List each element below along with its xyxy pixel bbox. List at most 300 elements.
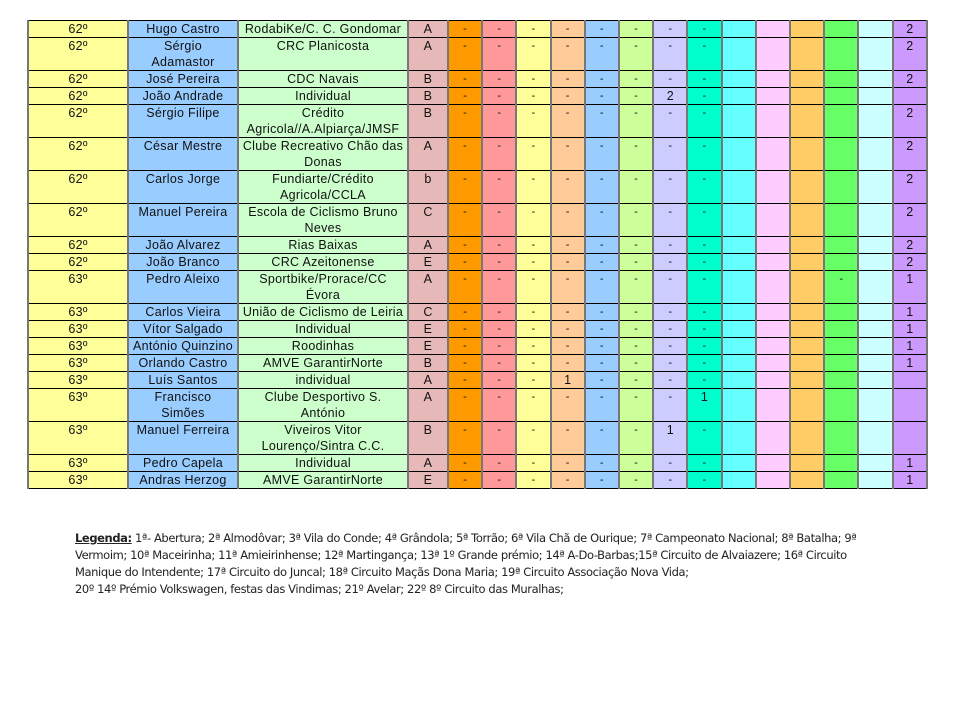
table-row — [28, 422, 927, 455]
race-cell — [858, 455, 892, 472]
race-cell — [858, 304, 892, 321]
race-cell: - — [551, 389, 585, 422]
race-cell: - — [448, 455, 482, 472]
race-cell: - — [482, 355, 516, 372]
race-cell: 2 — [653, 88, 687, 105]
race-cell: - — [687, 271, 721, 304]
category-cell: E — [408, 321, 448, 338]
team-cell: Individual — [238, 321, 408, 338]
race-cell: - — [516, 138, 550, 171]
race-cell: - — [482, 254, 516, 271]
category-cell: A — [408, 372, 448, 389]
race-cell: - — [482, 338, 516, 355]
race-cell — [824, 71, 858, 88]
race-cell — [722, 472, 756, 489]
race-cell: - — [516, 237, 550, 254]
race-cell: - — [516, 38, 550, 71]
category-cell: A — [408, 389, 448, 422]
race-cell: - — [619, 88, 653, 105]
race-cell: - — [585, 455, 619, 472]
race-cell — [790, 21, 824, 38]
race-cell: - — [619, 389, 653, 422]
race-cell — [722, 271, 756, 304]
race-cell: - — [448, 38, 482, 71]
race-cell — [858, 338, 892, 355]
race-cell: - — [687, 138, 721, 171]
race-cell: - — [516, 204, 550, 237]
team-cell: CRC Planicosta — [238, 38, 408, 71]
race-cell: - — [585, 389, 619, 422]
race-cell: - — [619, 204, 653, 237]
legend-text-2: 20º 14º Prémio Volkswagen, festas das Vindimas; 21º Avelar; 22º 8º Circuito das Muralhas; — [75, 582, 564, 596]
race-cell — [824, 389, 858, 422]
category-cell: E — [408, 254, 448, 271]
race-cell: - — [585, 88, 619, 105]
race-cell: - — [551, 455, 585, 472]
category-cell: A — [408, 271, 448, 304]
name-cell: César Mestre — [128, 138, 238, 171]
race-cell: - — [551, 105, 585, 138]
team-cell: Fundiarte/Crédito Agricola/CCLA — [238, 171, 408, 204]
race-cell — [722, 71, 756, 88]
total-cell — [893, 88, 927, 105]
rank-cell: 62º — [28, 138, 128, 171]
table-row — [28, 271, 927, 304]
race-cell — [756, 338, 790, 355]
rank-cell: 63º — [28, 372, 128, 389]
race-cell — [824, 355, 858, 372]
race-cell: - — [551, 171, 585, 204]
race-cell: - — [653, 304, 687, 321]
rank-cell: 62º — [28, 254, 128, 271]
total-cell: 2 — [893, 237, 927, 254]
race-cell: - — [551, 355, 585, 372]
race-cell — [722, 105, 756, 138]
total-cell — [893, 372, 927, 389]
race-cell — [858, 422, 892, 455]
race-cell: - — [619, 422, 653, 455]
race-cell: - — [448, 254, 482, 271]
name-cell: Orlando Castro — [128, 355, 238, 372]
race-cell: - — [585, 71, 619, 88]
race-cell: - — [653, 204, 687, 237]
race-cell: - — [653, 254, 687, 271]
name-cell: Francisco Simões — [128, 389, 238, 422]
race-cell: - — [448, 204, 482, 237]
total-cell: 1 — [893, 355, 927, 372]
race-cell — [790, 88, 824, 105]
race-cell — [858, 355, 892, 372]
total-cell: 2 — [893, 171, 927, 204]
race-cell — [824, 105, 858, 138]
race-cell — [824, 455, 858, 472]
race-cell — [756, 321, 790, 338]
name-cell: Sérgio Filipe — [128, 105, 238, 138]
race-cell: - — [551, 254, 585, 271]
rank-cell: 63º — [28, 422, 128, 455]
total-cell: 2 — [893, 71, 927, 88]
category-cell: A — [408, 138, 448, 171]
category-cell: B — [408, 88, 448, 105]
race-cell: - — [516, 372, 550, 389]
race-cell: - — [653, 389, 687, 422]
total-cell: 1 — [893, 455, 927, 472]
category-cell: A — [408, 455, 448, 472]
race-cell — [756, 389, 790, 422]
team-cell: CDC Navais — [238, 71, 408, 88]
race-cell: - — [687, 422, 721, 455]
table-row — [28, 88, 927, 105]
race-cell — [722, 338, 756, 355]
table-row — [28, 21, 927, 38]
total-cell: 2 — [893, 204, 927, 237]
race-cell — [722, 355, 756, 372]
race-cell — [722, 372, 756, 389]
rank-cell: 63º — [28, 389, 128, 422]
race-cell: - — [516, 355, 550, 372]
total-cell: 1 — [893, 321, 927, 338]
team-cell: Rias Baixas — [238, 237, 408, 254]
race-cell — [790, 355, 824, 372]
race-cell — [858, 254, 892, 271]
race-cell: - — [482, 105, 516, 138]
race-cell: - — [653, 38, 687, 71]
legend-label: Legenda: — [75, 531, 132, 545]
race-cell: - — [516, 338, 550, 355]
race-cell: - — [516, 455, 550, 472]
race-cell: - — [687, 204, 721, 237]
race-cell: - — [585, 237, 619, 254]
race-cell: - — [482, 304, 516, 321]
race-cell: - — [653, 237, 687, 254]
race-cell — [824, 472, 858, 489]
race-cell: - — [619, 472, 653, 489]
race-cell — [790, 204, 824, 237]
race-cell: - — [482, 389, 516, 422]
race-cell: - — [653, 71, 687, 88]
race-cell: - — [585, 271, 619, 304]
category-cell: B — [408, 71, 448, 88]
race-cell: - — [585, 304, 619, 321]
race-cell: - — [448, 171, 482, 204]
race-cell: - — [653, 271, 687, 304]
race-cell: - — [687, 472, 721, 489]
race-cell: - — [653, 138, 687, 171]
rank-cell: 63º — [28, 455, 128, 472]
race-cell: - — [551, 204, 585, 237]
race-cell — [756, 204, 790, 237]
category-cell: C — [408, 204, 448, 237]
team-cell: Roodinhas — [238, 338, 408, 355]
name-cell: Hugo Castro — [128, 21, 238, 38]
race-cell — [790, 271, 824, 304]
race-cell: - — [516, 21, 550, 38]
race-cell — [722, 138, 756, 171]
race-cell — [790, 455, 824, 472]
race-cell: - — [516, 472, 550, 489]
race-cell: - — [619, 171, 653, 204]
table-row — [28, 254, 927, 271]
name-cell: Manuel Pereira — [128, 204, 238, 237]
race-cell — [756, 455, 790, 472]
name-cell: João Alvarez — [128, 237, 238, 254]
race-cell — [722, 171, 756, 204]
race-cell: - — [482, 237, 516, 254]
table-row — [28, 204, 927, 237]
race-cell — [824, 372, 858, 389]
race-cell: - — [516, 88, 550, 105]
race-cell: - — [551, 88, 585, 105]
rank-cell: 63º — [28, 321, 128, 338]
race-cell: - — [482, 88, 516, 105]
race-cell — [756, 304, 790, 321]
race-cell — [756, 254, 790, 271]
race-cell: - — [448, 271, 482, 304]
team-cell: AMVE GarantirNorte — [238, 355, 408, 372]
race-cell: - — [619, 304, 653, 321]
table-row — [28, 71, 927, 88]
category-cell: C — [408, 304, 448, 321]
rank-cell: 62º — [28, 88, 128, 105]
race-cell — [858, 71, 892, 88]
rank-cell: 62º — [28, 171, 128, 204]
race-cell: - — [448, 304, 482, 321]
name-cell: Luís Santos — [128, 372, 238, 389]
race-cell: - — [619, 338, 653, 355]
race-cell: - — [653, 455, 687, 472]
rank-cell: 62º — [28, 204, 128, 237]
total-cell: 2 — [893, 254, 927, 271]
race-cell: - — [687, 338, 721, 355]
race-cell — [790, 372, 824, 389]
rank-cell: 62º — [28, 21, 128, 38]
race-cell — [858, 389, 892, 422]
name-cell: Pedro Capela — [128, 455, 238, 472]
race-cell — [858, 372, 892, 389]
rank-cell: 63º — [28, 472, 128, 489]
race-cell: - — [619, 271, 653, 304]
name-cell: Sérgio Adamastor — [128, 38, 238, 71]
race-cell — [790, 422, 824, 455]
race-cell: - — [448, 21, 482, 38]
race-cell — [722, 88, 756, 105]
race-cell: - — [653, 372, 687, 389]
race-cell — [790, 171, 824, 204]
race-cell: - — [551, 237, 585, 254]
race-cell: - — [448, 389, 482, 422]
table-row — [28, 455, 927, 472]
race-cell: - — [619, 455, 653, 472]
name-cell: Manuel Ferreira — [128, 422, 238, 455]
race-cell: - — [824, 271, 858, 304]
team-cell: Individual — [238, 455, 408, 472]
category-cell: b — [408, 171, 448, 204]
race-cell: - — [516, 171, 550, 204]
race-cell: - — [619, 21, 653, 38]
race-cell — [756, 21, 790, 38]
total-cell: 2 — [893, 138, 927, 171]
race-cell: - — [619, 321, 653, 338]
race-cell: - — [482, 422, 516, 455]
total-cell: 1 — [893, 304, 927, 321]
race-cell: - — [619, 355, 653, 372]
race-cell — [858, 105, 892, 138]
race-cell — [858, 38, 892, 71]
race-cell: - — [482, 321, 516, 338]
race-cell — [858, 88, 892, 105]
name-cell: António Quinzino — [128, 338, 238, 355]
name-cell: João Branco — [128, 254, 238, 271]
race-cell: - — [619, 105, 653, 138]
race-cell — [790, 321, 824, 338]
race-cell — [858, 472, 892, 489]
race-cell: - — [687, 254, 721, 271]
race-cell — [824, 38, 858, 71]
race-cell — [756, 271, 790, 304]
race-cell: - — [653, 171, 687, 204]
race-cell: - — [653, 321, 687, 338]
race-cell — [790, 338, 824, 355]
race-cell: - — [653, 338, 687, 355]
race-cell — [824, 304, 858, 321]
table-row — [28, 472, 927, 489]
race-cell — [824, 138, 858, 171]
category-cell: A — [408, 21, 448, 38]
race-cell — [756, 472, 790, 489]
race-cell: 1 — [653, 422, 687, 455]
category-cell: B — [408, 105, 448, 138]
race-cell: - — [448, 138, 482, 171]
rank-cell: 63º — [28, 355, 128, 372]
category-cell: E — [408, 472, 448, 489]
race-cell — [722, 455, 756, 472]
table-row — [28, 171, 927, 204]
race-cell: - — [448, 422, 482, 455]
race-cell: - — [585, 355, 619, 372]
table-row — [28, 138, 927, 171]
team-cell: individual — [238, 372, 408, 389]
race-cell — [756, 88, 790, 105]
race-cell — [722, 21, 756, 38]
table-row — [28, 389, 927, 422]
race-cell — [790, 254, 824, 271]
race-cell: - — [585, 105, 619, 138]
race-cell: - — [619, 254, 653, 271]
race-cell: - — [516, 422, 550, 455]
total-cell: 2 — [893, 38, 927, 71]
race-cell — [722, 422, 756, 455]
race-cell — [858, 321, 892, 338]
team-cell: AMVE GarantirNorte — [238, 472, 408, 489]
race-cell: - — [448, 105, 482, 138]
race-cell: - — [482, 455, 516, 472]
table-row — [28, 355, 927, 372]
race-cell — [858, 237, 892, 254]
race-cell: - — [619, 372, 653, 389]
race-cell: - — [585, 21, 619, 38]
race-cell — [790, 138, 824, 171]
race-cell — [824, 21, 858, 38]
race-cell — [790, 71, 824, 88]
table-row — [28, 38, 927, 71]
team-cell: Individual — [238, 88, 408, 105]
team-cell: Clube Desportivo S. António — [238, 389, 408, 422]
race-cell — [756, 138, 790, 171]
race-cell: - — [448, 321, 482, 338]
race-cell — [756, 171, 790, 204]
team-cell: RodabiKe/C. C. Gondomar — [238, 21, 408, 38]
race-cell — [756, 237, 790, 254]
race-cell — [824, 237, 858, 254]
race-cell: - — [653, 105, 687, 138]
total-cell — [893, 389, 927, 422]
race-cell: - — [585, 372, 619, 389]
category-cell: A — [408, 237, 448, 254]
race-cell: 1 — [551, 372, 585, 389]
race-cell — [858, 271, 892, 304]
race-cell — [824, 88, 858, 105]
race-cell — [824, 204, 858, 237]
race-cell — [756, 372, 790, 389]
race-cell: - — [551, 71, 585, 88]
rank-cell: 63º — [28, 271, 128, 304]
race-cell — [858, 171, 892, 204]
race-cell: - — [448, 355, 482, 372]
table-row — [28, 237, 927, 254]
race-cell — [722, 237, 756, 254]
team-cell: CRC Azeitonense — [238, 254, 408, 271]
race-cell — [756, 422, 790, 455]
race-cell: - — [551, 138, 585, 171]
race-cell: - — [687, 105, 721, 138]
category-cell: B — [408, 355, 448, 372]
rank-cell: 62º — [28, 71, 128, 88]
race-cell: - — [482, 21, 516, 38]
race-cell — [824, 254, 858, 271]
table-row — [28, 304, 927, 321]
race-cell — [790, 38, 824, 71]
table-row — [28, 372, 927, 389]
team-cell: União de Ciclismo de Leiria — [238, 304, 408, 321]
table-row — [28, 321, 927, 338]
race-cell — [858, 21, 892, 38]
race-cell: - — [687, 88, 721, 105]
total-cell: 1 — [893, 472, 927, 489]
race-cell: - — [687, 372, 721, 389]
race-cell: - — [619, 138, 653, 171]
race-cell — [790, 389, 824, 422]
race-cell — [824, 338, 858, 355]
race-cell: - — [551, 271, 585, 304]
total-cell: 2 — [893, 105, 927, 138]
race-cell: - — [687, 21, 721, 38]
table-row — [28, 105, 927, 138]
team-cell: Clube Recreativo Chão das Donas — [238, 138, 408, 171]
race-cell — [722, 389, 756, 422]
race-cell: - — [448, 338, 482, 355]
name-cell: Pedro Aleixo — [128, 271, 238, 304]
race-cell: - — [516, 254, 550, 271]
race-cell — [756, 105, 790, 138]
name-cell: José Pereira — [128, 71, 238, 88]
race-cell: - — [687, 237, 721, 254]
race-cell: - — [687, 321, 721, 338]
total-cell: 1 — [893, 338, 927, 355]
race-cell: - — [448, 71, 482, 88]
category-cell: E — [408, 338, 448, 355]
race-cell: - — [516, 271, 550, 304]
category-cell: B — [408, 422, 448, 455]
